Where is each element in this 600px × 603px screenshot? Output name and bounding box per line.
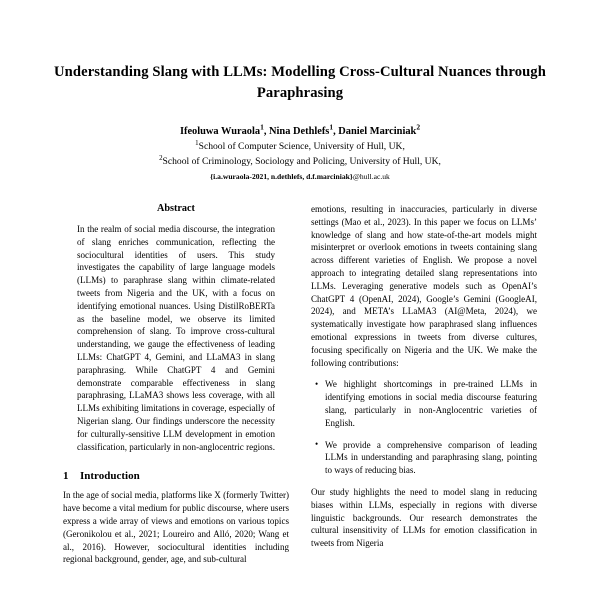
- author-affil-marker-2: 1: [329, 122, 334, 132]
- section-title: Introduction: [80, 470, 140, 483]
- author-name-2: Nina Dethlefs: [269, 126, 330, 138]
- list-item: [311, 378, 537, 429]
- list-item: [311, 439, 537, 477]
- author-name-1: Ifeoluwa Wuraola: [179, 126, 261, 138]
- affiliation-text-1: School of Computer Science, University of Hull, UK,: [198, 141, 405, 153]
- affiliation-text-2: School of Criminology, Sociology and Policing, University of Hull, UK,: [162, 155, 441, 167]
- abstract-heading: Abstract: [157, 203, 195, 214]
- column-right: [311, 203, 537, 603]
- page-title: Understanding Slang with LLMs: Modelling Cross-Cultural Nuances through Paraphrasing: [54, 64, 546, 101]
- section-number: 1: [63, 470, 69, 483]
- author-separator-2: ,: [333, 126, 339, 138]
- bullet-icon: •: [315, 439, 319, 450]
- contribution-text-1: We highlight shortcomings in pre-trained LLMs in identifying emotions in social media discourse featuring slang, particularly in non-Anglocentric varieties of English.: [325, 379, 537, 428]
- section-heading-introduction: [63, 470, 289, 482]
- email-local-part: {i.a.wuraola-2021, n.dethlefs, d.f.marciniak}: [210, 172, 353, 182]
- author-names: [0, 124, 600, 140]
- bullet-icon: •: [315, 378, 319, 389]
- body-columns: [0, 203, 600, 603]
- author-separator-1: ,: [263, 126, 270, 138]
- affiliation-marker-2: 2: [159, 154, 163, 162]
- author-name-3: Daniel Marciniak: [338, 126, 417, 138]
- abstract-text: In the realm of social media discourse, the integration of slang enriches communication, reflecting the sociocultural identities of users. This study investigates the capability of large language models (LLMs) to paraphrase slang within climate-related tweets from Nigeria and the UK, with a focus on identifying emotional nuances. Using DistilRoBERTa as the baseline model, we observe its limited comprehension of slang. To improve cross-cultural understanding, we gauge the effectiveness of leading LLMs: ChatGPT 4, Gemini, and LLaMA3 in slang paraphrasing. While ChatGPT 4 and Gemini demonstrate comparable effectiveness in slang paraphrasing, LLaMA3 shows less coverage, with all LLMs exhibiting limitations in coverage, especially of Nigerian slang. Our findings underscore the necessity for culturally-sensitive LLM development in emotion classification, particularly in non-anglocentric regions.: [77, 224, 275, 452]
- contribution-text-2: We provide a comprehensive comparison of leading LLMs in understanding and paraphrasing slang, pointing to ways of reducing bias.: [325, 439, 537, 476]
- affiliation-2: [0, 155, 600, 170]
- author-affil-marker-3: 2: [416, 122, 421, 132]
- author-affil-marker-1: 1: [260, 122, 264, 132]
- abstract-body: [77, 223, 275, 453]
- introduction-closing-paragraph: Our study highlights the need to model slang in reducing biases within LLMs, especially in regions with diverse linguistic backgrounds. Our research demonstrates the cultural insensitivity of LLMs for emotion classification in tweets from Nigeria: [311, 486, 537, 549]
- email-domain: @hull.ac.uk: [352, 172, 390, 182]
- affiliation-marker-1: 1: [195, 139, 199, 147]
- introduction-paragraph-left: In the age of social media, platforms like X (formerly Twitter) have become a vital medium for public discourse, where users express a wide array of views and emotions on various topics (Geronikolou et al., 2021; Loureiro and Alló, 2020; Wang et al., 2016). However, sociocultural identities including regional background, gender, age, and sub-cultural: [63, 490, 289, 565]
- contributions-list: [311, 378, 537, 477]
- introduction-paragraph-right: emotions, resulting in inaccuracies, particularly in diverse settings (Mao et al., 2023). In this paper we focus on LLMs’ knowledge of slang and how state-of-the-art models might misinterpret or overlook emotions in tweets containing slang across different varieties of English. We propose a novel approach to integrating detailed slang representations into LLMs. Leveraging generative models such as OpenAI’s ChatGPT 4 (OpenAI, 2024), Google’s Gemini (GoogleAI, 2024), and META’s LLaMA3 (AI@Meta, 2024), we systematically investigate how paraphrased slang influences emotional expressions in tweets from diverse cultures, focusing specifically on Nigeria and the UK. We make the following contributions:: [311, 204, 537, 368]
- affiliation-1: [0, 140, 600, 155]
- authors-block: [0, 124, 600, 183]
- column-left: [63, 203, 289, 603]
- contact-email: [0, 171, 600, 183]
- title-block: [0, 0, 600, 103]
